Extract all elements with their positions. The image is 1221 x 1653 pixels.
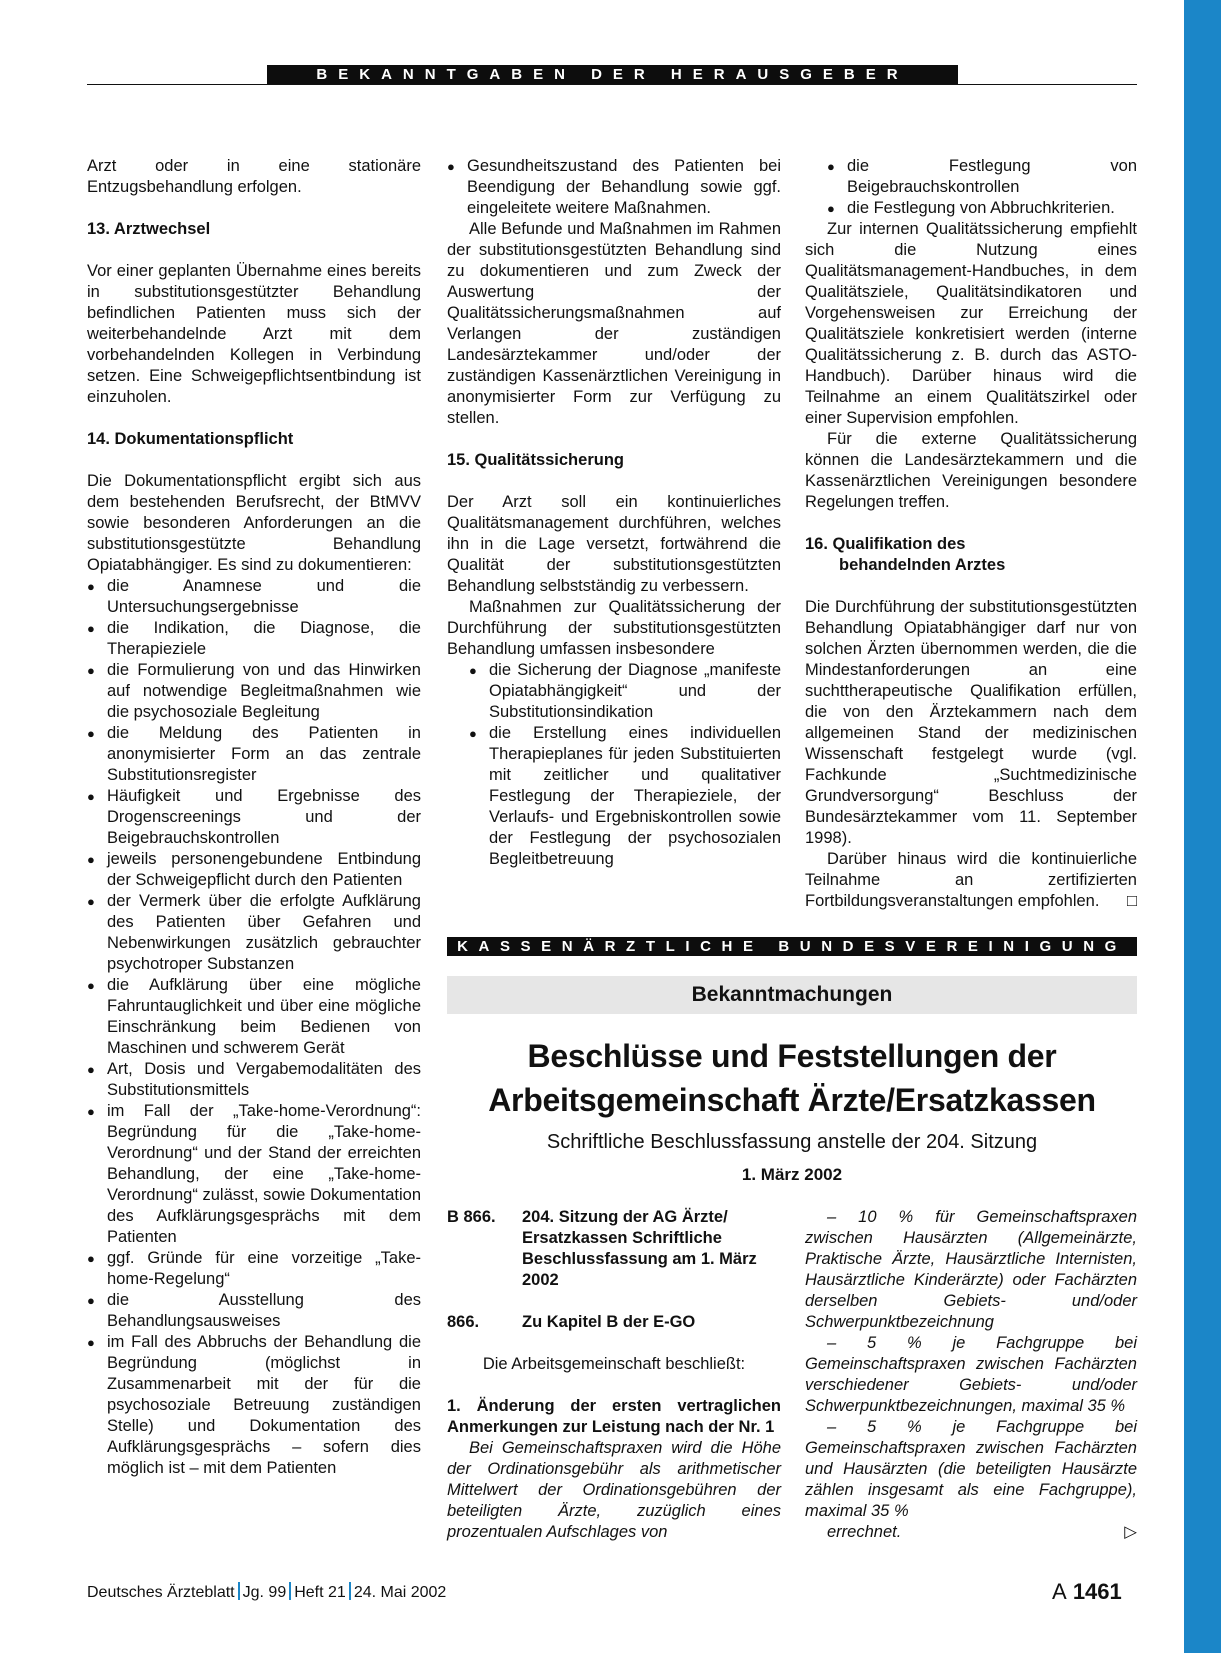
list-item: ● die Sicherung der Diagnose „manifeste Opiatabhängigkeit“ und der Substitutionsindikation — [469, 660, 781, 723]
paragraph: Maßnahmen zur Qualitätssicherung der Durchführung der substitutionsgestützten Behandlung umfassen insbesondere — [447, 598, 781, 658]
kbv-right-column — [805, 1207, 1137, 1543]
list-item: ● die Ausstellung des Behandlungsausweises — [87, 1290, 421, 1332]
heading-line: 16. Qualifikation des — [805, 535, 966, 553]
page-number — [1052, 1578, 1122, 1606]
kbv-banner: KASSENÄRZTLICHE BUNDESVEREINIGUNG — [447, 937, 1137, 956]
list-item: ● die Festlegung von Beigebrauchskontrollen — [827, 156, 1137, 198]
surcharge-item: – 5 % je Fachgruppe bei Gemeinschaftspraxen zwischen Fachärzten und Hausärzten (die beteiligten Hausärzte zählen insgesamt als eine Fachgruppe), maximal 35 % — [805, 1418, 1137, 1520]
paragraph: Der Arzt soll ein kontinuierliches Qualitätsmanagement durchführen, welches ihn in die Lage versetzt, fortwährend die Qualität der substitutionsgestützten Behandlung selbstständig zu verbessern. — [447, 493, 781, 595]
list-item: ● die Anamnese und die Untersuchungsergebnisse — [87, 576, 421, 618]
decision-entry — [447, 1312, 781, 1333]
page-number-value: 1461 — [1072, 1579, 1122, 1604]
header-banner: BEKANNTGABEN DER HERAUSGEBER — [267, 65, 958, 84]
title-line: Beschlüsse und Feststellungen der — [527, 1038, 1057, 1074]
issue-date: 24. Mai 2002 — [353, 1584, 447, 1601]
journal-name: Deutsches Ärzteblatt — [87, 1584, 235, 1601]
quality-list — [469, 660, 781, 870]
surcharge-item: – 10 % für Gemeinschaftspraxen zwischen Hausärzten (Allgemeinärzte, Praktische Ärzte, Hausärztliche Internisten, Hausärztliche Kinderärzte) oder Fachärzten derselben Gebiets- und/oder Schwerpunktbezeichnung — [805, 1208, 1137, 1331]
list-item: ● die Meldung des Patienten in anonymisierter Form an das zentrale Substitutionsregister — [87, 723, 421, 786]
paragraph: Zur internen Qualitätssicherung empfiehlt sich die Nutzung eines Qualitätsmanagement-Handbuches, in dem Qualitätsziele, Qualitätsindikatoren und Vorgehensweisen zur Erreichung der Qualitätsziele konkretisiert werden (interne Qualitätssicherung z. B. durch das ASTO-Handbuch). Darüber hinaus wird die Teilnahme an einem Qualitätszirkel oder einer Supervision empfohlen. — [805, 220, 1137, 427]
article-title — [447, 1034, 1137, 1122]
paragraph: Arzt oder in eine stationäre Entzugsbehandlung erfolgen. — [87, 157, 421, 196]
list-item: ● die Festlegung von Abbruchkriterien. — [827, 198, 1137, 219]
paragraph: Bei Gemeinschaftspraxen wird die Höhe der Ordinationsgebühr als arithmetischer Mittelwert der Ordinationsgebühren der beteiligten Ärzte, zuzüglich eines prozentualen Aufschlages von — [447, 1439, 781, 1541]
article-date: 1. März 2002 — [741, 1165, 843, 1184]
list-item: ● die Formulierung von und das Hinwirken auf notwendige Begleitmaßnahmen wie die psychosoziale Begleitung — [87, 660, 421, 723]
list-item: ● ggf. Gründe für eine vorzeitige „Take-home-Regelung“ — [87, 1248, 421, 1290]
list-item: ● die Erstellung eines individuellen Therapieplanes für jeden Substituierten mit zeitlicher und qualitativer Festlegung der Therapieziele, der Verlaufs- und Ergebniskontrollen sowie der Festlegung der psychosozialen Begleitbetreuung — [469, 723, 781, 870]
surcharge-item: – 5 % je Fachgruppe bei Gemeinschaftspraxen zwischen Fachärzten verschiedener Gebiets- und/oder Schwerpunktbezeichnungen, maximal 35 % — [805, 1334, 1137, 1415]
list-item: ● die Aufklärung über eine mögliche Fahruntauglichkeit und über eine mögliche Einschränkung beim Bedienen von Maschinen und schwerem Gerät — [87, 975, 421, 1059]
list-item: ● die Indikation, die Diagnose, die Therapieziele — [87, 618, 421, 660]
paragraph: Alle Befunde und Maßnahmen im Rahmen der substitutionsgestützten Behandlung sind zu dokumentieren und zum Zweck der Auswertung der Qualitätssicherungsmaßnahmen auf Verlangen der zuständigen Landesärztekammer und/oder der zuständigen Kassenärztlichen Vereinigung in anonymisierter Form zur Verfügung zu stellen. — [447, 220, 781, 427]
page-prefix: A — [1052, 1579, 1067, 1604]
list-item: ● im Fall des Abbruchs der Behandlung die Begründung (möglichst in Zusammenarbeit mit der für die psychosoziale Betreuung zuständigen Stelle) und Dokumentation des Aufklärungsgesprächs – sofern dies möglich ist – mit dem Patienten — [87, 1332, 421, 1479]
continue-arrow-icon: ▷ — [1124, 1523, 1137, 1541]
paragraph — [805, 1522, 1137, 1543]
kbv-left-column — [447, 1207, 781, 1543]
section-heading-16 — [805, 534, 1137, 576]
section-heading-13: 13. Arztwechsel — [87, 220, 211, 238]
entry-number: 866. — [447, 1313, 480, 1331]
continued-list — [447, 156, 781, 219]
paragraph: Die Durchführung der substitutionsgestützten Behandlung Opiatabhängiger darf nur von solchen Ärzten übernommen werden, die die Mindestanforderungen an eine suchttherapeutische Qualifikation erfüllen, die von den Ärztekammern nach dem allgemeinen Stand der medizinischen Wissenschaft festgelegt wurde (vgl. Fachkunde „Suchtmedizinische Grundversorgung“ Beschluss der Bundesärztekammer vom 11. September 1998). — [805, 598, 1137, 847]
accent-sidebar — [1184, 0, 1221, 1653]
divider — [238, 1582, 240, 1600]
paragraph: Vor einer geplanten Übernahme eines bereits in substitutionsgestützter Behandlung befindlichen Patienten muss sich der weiterbehandelnde Arzt mit dem vorbehandelnden Kollegen in Verbindung setzen. Eine Schweigepflichtsentbindung ist einzuholen. — [87, 262, 421, 406]
section-heading-14: 14. Dokumentationspflicht — [87, 430, 294, 448]
volume: Jg. 99 — [242, 1584, 287, 1601]
footer — [87, 1582, 446, 1604]
list-item: ● Häufigkeit und Ergebnisse des Drogenscreenings und der Beigebrauchskontrollen — [87, 786, 421, 849]
list-item: ● jeweils personengebundene Entbindung der Schweigepflicht durch den Patienten — [87, 849, 421, 891]
section-heading-15: 15. Qualitätssicherung — [447, 451, 624, 469]
heading-line: behandelnden Arztes — [839, 556, 1006, 574]
paragraph-text: Darüber hinaus wird die kontinuierliche Teilnahme an zertifizierten Fortbildungsveranstaltungen empfohlen. — [805, 850, 1137, 910]
list-item: ● der Vermerk über die erfolgte Aufklärung des Patienten über Gefahren und Nebenwirkungen zusätzlich gebrauchter psychotroper Substanzen — [87, 891, 421, 975]
entry-text: 204. Sitzung der AG Ärzte/ Ersatzkassen Schriftliche Beschlussfassung am 1. März 2002 — [522, 1208, 757, 1289]
paragraph — [805, 849, 1137, 912]
paragraph: Die Dokumentationspflicht ergibt sich aus dem bestehenden Berufsrecht, der BtMVV sowie besonderen Anforderungen an die substitutionsgestützte Behandlung Opiatabhängiger. Es sind zu dokumentieren: — [87, 472, 421, 574]
entry-text: Zu Kapitel B der E-GO — [522, 1313, 696, 1331]
issue: Heft 21 — [294, 1584, 346, 1601]
section-label: Bekanntmachungen — [447, 976, 1137, 1014]
divider — [349, 1582, 351, 1600]
column-1 — [87, 156, 421, 1479]
documentation-list — [87, 576, 421, 1479]
decision-entry — [447, 1207, 781, 1291]
column-3 — [805, 156, 1137, 912]
closing-text: errechnet. — [827, 1523, 902, 1541]
subsection-heading: 1. Änderung der ersten vertraglichen Anmerkungen zur Leistung nach der Nr. 1 — [447, 1397, 781, 1436]
header-rule — [87, 84, 1137, 85]
list-item: ● Gesundheitszustand des Patienten bei Beendigung der Behandlung sowie ggf. eingeleitete weitere Maßnahmen. — [447, 156, 781, 219]
divider — [289, 1582, 291, 1600]
column-2 — [447, 156, 781, 870]
paragraph: Die Arbeitsgemeinschaft beschließt: — [482, 1355, 746, 1373]
end-of-article-icon: □ — [1127, 892, 1137, 910]
list-item: ● im Fall der „Take-home-Verordnung“: Begründung für die „Take-home-Verordnung“ und der Stand der erreichten Behandlung, der eine „Take-home-Verordnung“ zulässt, sowie Dokumentation des Aufklärungsgesprächs mit dem Patienten — [87, 1101, 421, 1248]
entry-number: B 866. — [447, 1208, 496, 1226]
article-subtitle: Schriftliche Beschlussfassung anstelle der 204. Sitzung — [546, 1131, 1038, 1153]
paragraph: Für die externe Qualitätssicherung können die Landesärztekammern und die Kassenärztlichen Vereinigungen besondere Regelungen treffen. — [805, 430, 1137, 511]
title-line: Arbeitsgemeinschaft Ärzte/Ersatzkassen — [488, 1082, 1096, 1118]
quality-list-continued — [827, 156, 1137, 219]
list-item: ● Art, Dosis und Vergabemodalitäten des Substitutionsmittels — [87, 1059, 421, 1101]
